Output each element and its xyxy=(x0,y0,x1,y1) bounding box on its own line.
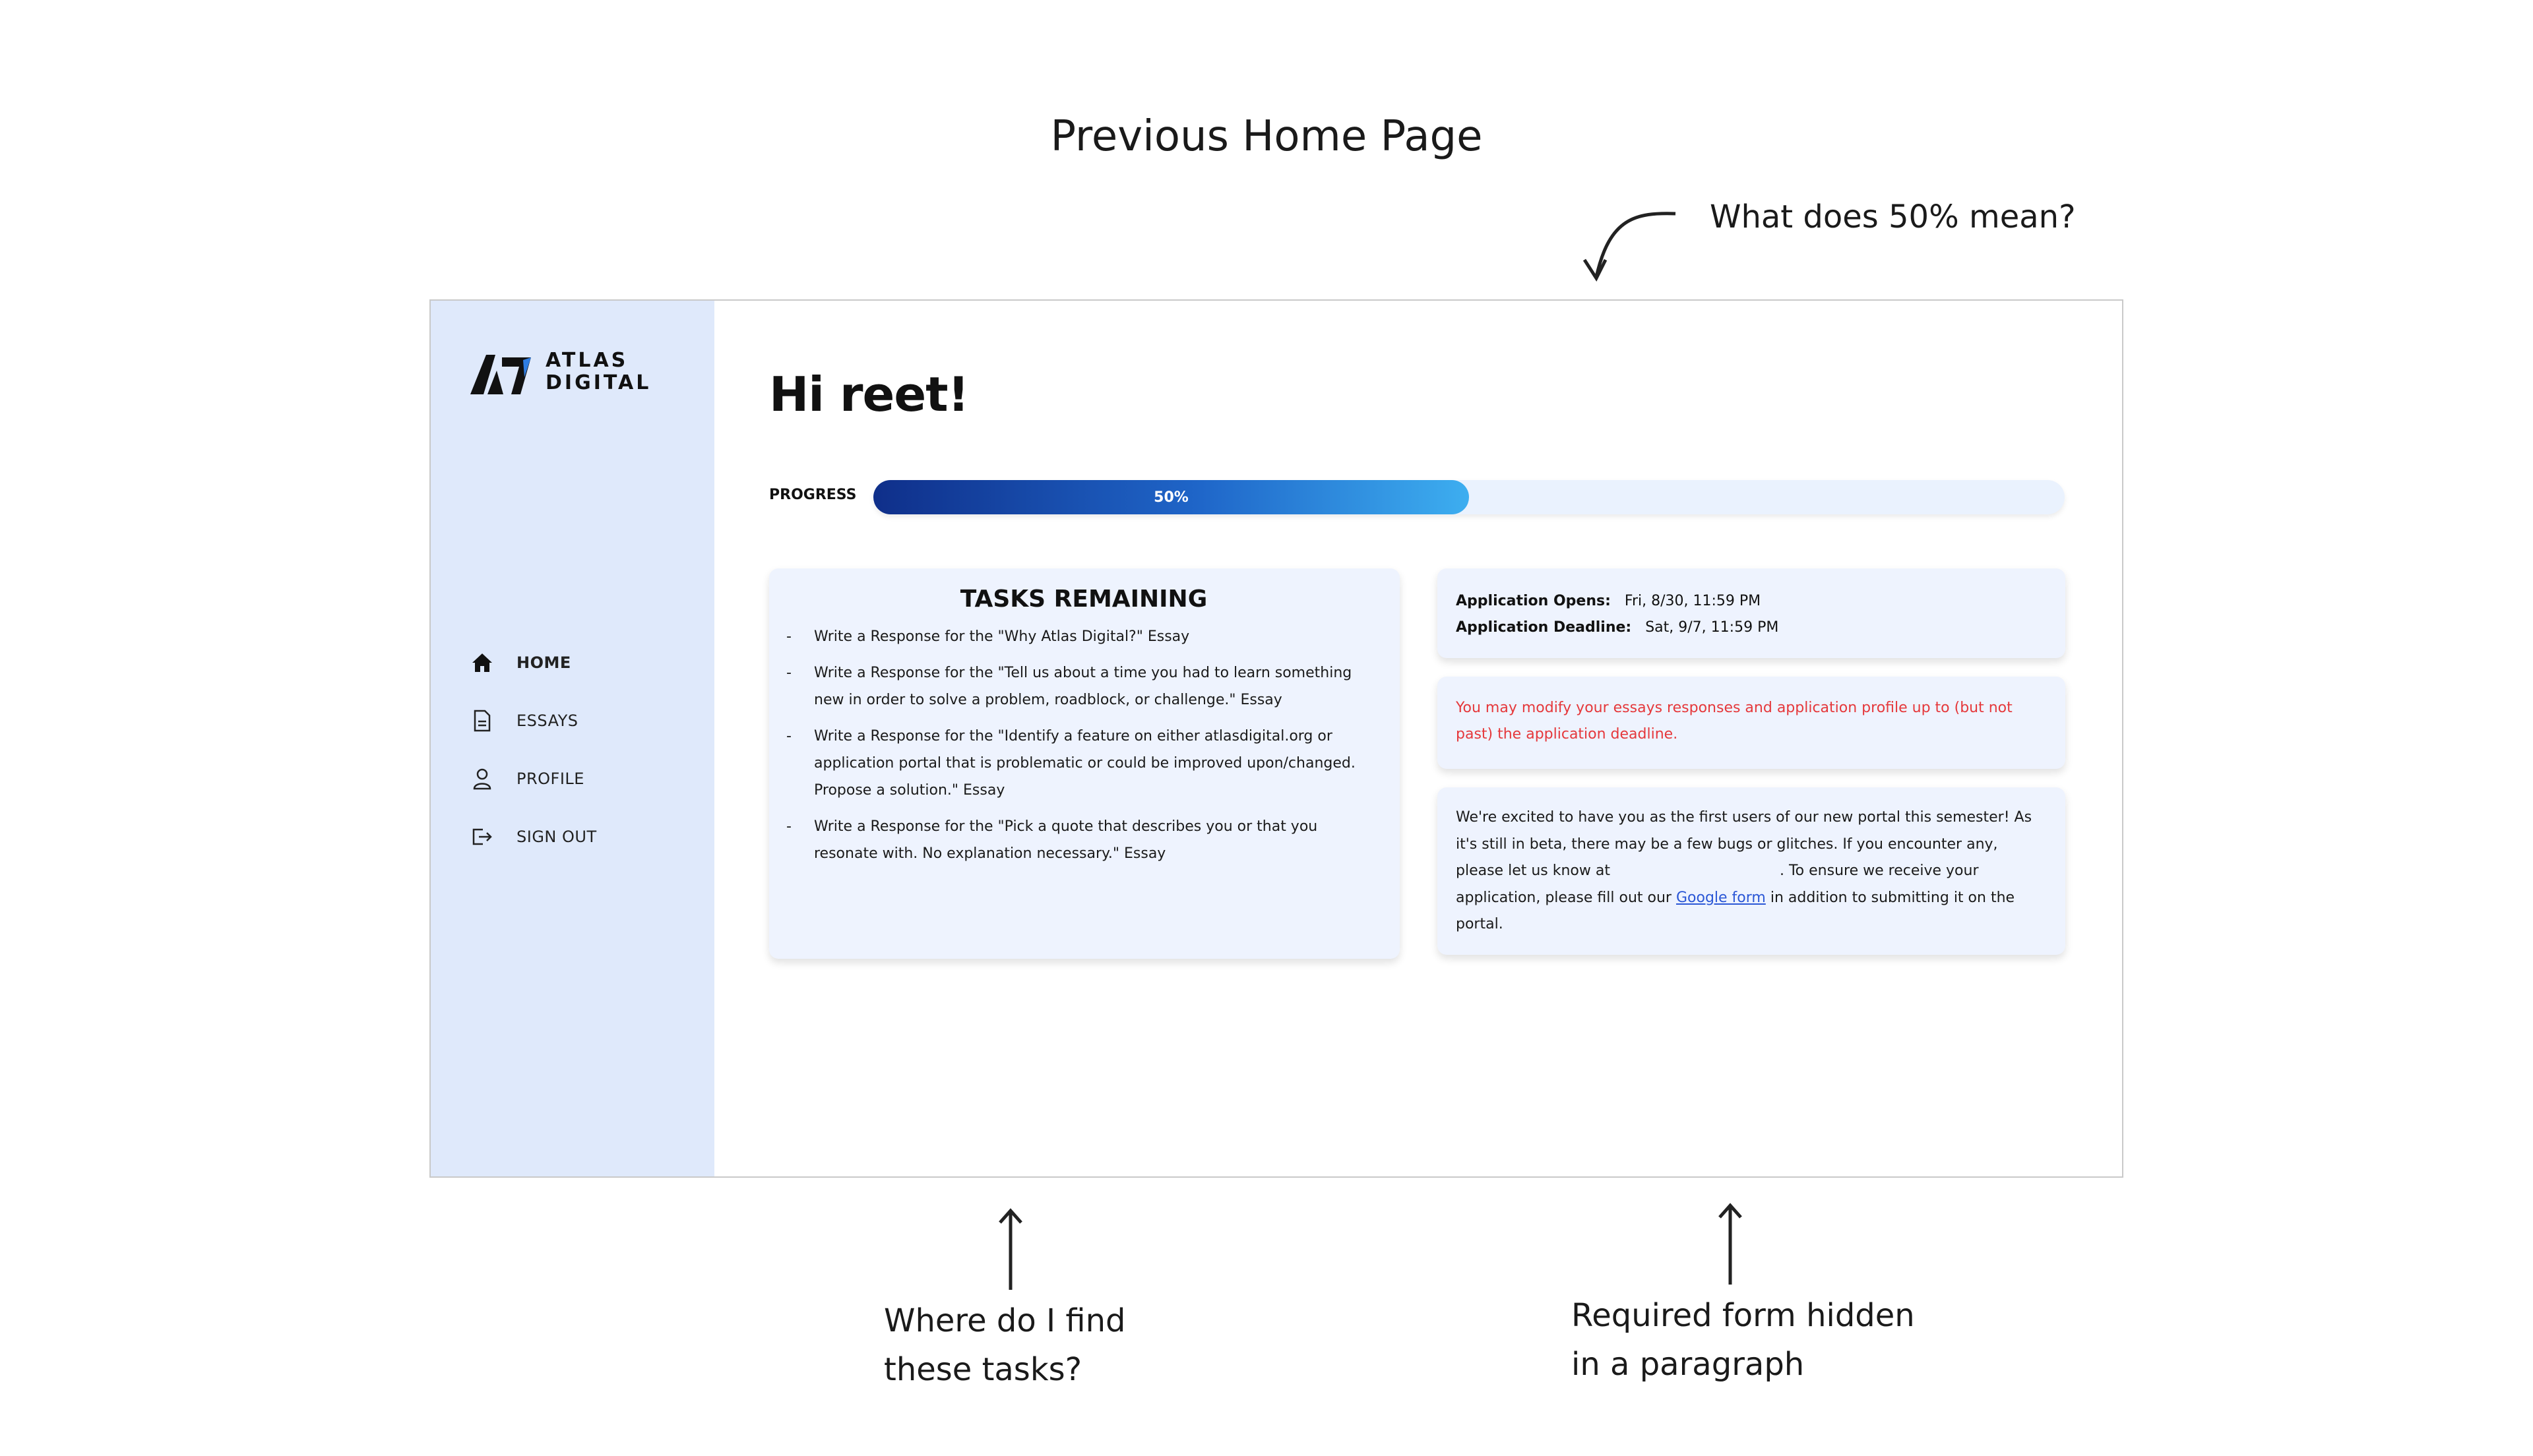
atlas-logo-mark-icon xyxy=(468,351,534,397)
atlas-digital-logo[interactable] xyxy=(468,347,666,406)
sidebar-item-label: ESSAYS xyxy=(516,712,579,730)
up-arrow-icon xyxy=(1717,1201,1743,1287)
progress-bar xyxy=(873,480,2065,514)
page-heading: Previous Home Page xyxy=(1050,112,1483,161)
sidebar-item-home[interactable] xyxy=(470,634,597,692)
sidebar-nav xyxy=(470,634,597,866)
task-item: - Write a Response for the "Why Atlas Digital?" Essay xyxy=(786,628,1190,645)
progress-annotation: What does 50% mean? xyxy=(1710,198,2076,235)
sidebar-item-label: SIGN OUT xyxy=(516,828,597,846)
sidebar-item-essays[interactable] xyxy=(470,692,597,750)
curved-arrow-icon xyxy=(1557,204,1689,290)
opens-label: Application Opens: xyxy=(1456,593,1611,609)
sidebar-item-label: HOME xyxy=(516,653,571,672)
info-text-middle: . To ensure we receive your application, please fill out our xyxy=(1456,863,1979,906)
form-annotation: Required form hidden in a paragraph xyxy=(1571,1297,1915,1383)
app-screenshot-frame xyxy=(429,299,2123,1178)
logo-text-line2: DIGITAL xyxy=(546,371,652,394)
deadline-value: Sat, 9/7, 11:59 PM xyxy=(1645,619,1779,636)
info-text-end: in addition to submitting it on the portal. xyxy=(1456,889,2015,932)
tasks-title: TASKS REMAINING xyxy=(960,586,1208,613)
deadline-label: Application Deadline: xyxy=(1456,619,1632,636)
logo-text-line1: ATLAS xyxy=(546,349,629,372)
google-form-link[interactable]: Google form xyxy=(1675,889,1766,906)
progress-value: 50% xyxy=(1154,489,1189,506)
application-dates-card xyxy=(1437,568,2065,658)
home-icon xyxy=(470,651,494,675)
beta-info-card xyxy=(1437,787,2065,955)
sidebar-item-sign-out[interactable] xyxy=(470,808,597,866)
deadline-warning-card xyxy=(1437,677,2065,769)
document-icon xyxy=(470,709,494,733)
sidebar-item-label: PROFILE xyxy=(516,770,584,788)
tasks-remaining-card xyxy=(769,568,1400,959)
tasks-annotation: Where do I find these tasks? xyxy=(884,1302,1126,1388)
user-icon xyxy=(470,767,494,791)
task-item: - Write a Response for the "Identify a feature on either atlasdigital.org or application portal that is problematic or could be improved upon/changed. Propose a solution." Essay xyxy=(786,728,1356,799)
progress-label: PROGRESS xyxy=(769,487,857,503)
sign-out-icon xyxy=(470,825,494,849)
sidebar xyxy=(431,301,714,1176)
up-arrow-icon xyxy=(997,1207,1024,1292)
main-content xyxy=(714,301,2123,1176)
application-opens-row xyxy=(1456,588,2047,615)
task-item: - Write a Response for the "Tell us about a time you had to learn something new in order to solve a problem, roadblock, or challenge." Essay xyxy=(786,665,1352,708)
task-item: - Write a Response for the "Pick a quote that describes you or that you resonate with. No explanation necessary." Essay xyxy=(786,818,1318,862)
greeting-title: Hi reet! xyxy=(769,367,969,422)
info-text-start: We're excited to have you as the first users of our new portal this semester! As it's still in beta, there may be a few bugs or glitches. If you encounter any, please let us know at xyxy=(1456,809,2032,879)
sidebar-item-profile[interactable] xyxy=(470,750,597,808)
warning-text: You may modify your essays responses and application profile up to (but not past) the application deadline. xyxy=(1456,700,2013,743)
application-deadline-row xyxy=(1456,615,2047,641)
opens-value: Fri, 8/30, 11:59 PM xyxy=(1624,593,1761,609)
